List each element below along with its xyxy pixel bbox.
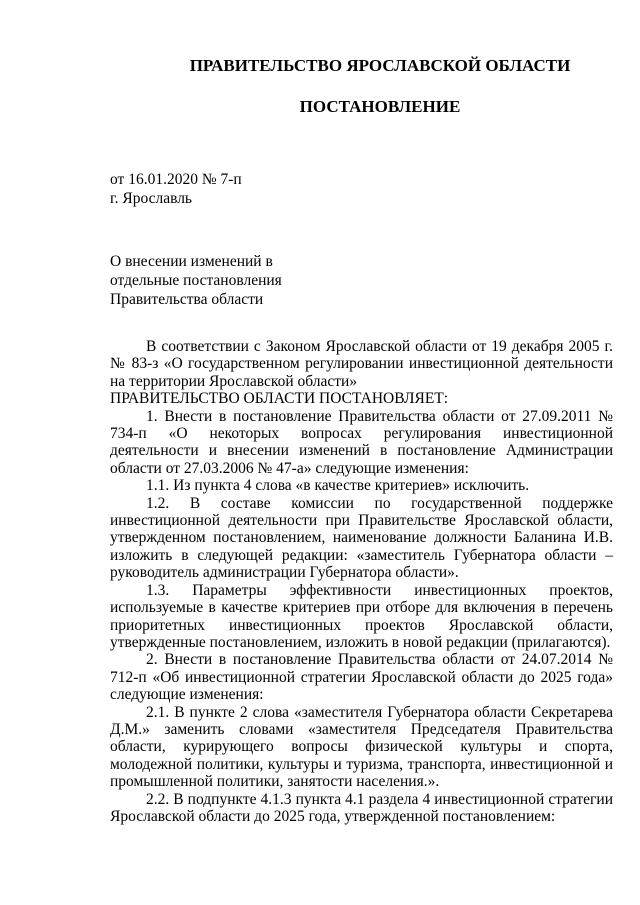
paragraph-1-3: 1.3. Параметры эффективности инвестиционных проектов, используемые в качестве критериев при отборе для включения в перечень приоритетных инвестиционных проектов Ярославской области, утвержденные постановлением, изложить в новой редакции (прилагаются). — [110, 581, 613, 651]
document-subject — [110, 252, 282, 309]
subject-line: отдельные постановления — [110, 272, 282, 289]
preamble-paragraph: В соответствии с Законом Ярославской области от 19 декабря 2005 г. № 83-з «О государственном регулировании инвестиционной деятельности на территории Ярославской области» — [110, 338, 613, 390]
paragraph-2-1: 2.1. В пункте 2 слова «заместителя Губернатора области Секретарева Д.М.» заменить словами «заместителя Председателя Правительства области, курирующего вопросы физической культуры и спорта, молодежной политики, культуры и туризма, транспорта, инвестиционной и промышленной политики, занятости населения.». — [110, 703, 613, 791]
city: г. Ярославль — [110, 190, 192, 207]
resolves-line: ПРАВИТЕЛЬСТВО ОБЛАСТИ ПОСТАНОВЛЯЕТ: — [110, 390, 449, 408]
paragraph-1: 1. Внести в постановление Правительства области от 27.09.2011 № 734-п «О некоторых вопросах регулирования инвестиционной деятельности и внесении изменений в постановление Администрации области от 27.03.2006 № 47-а» следующие изменения: — [110, 407, 613, 477]
government-title: ПРАВИТЕЛЬСТВО ЯРОСЛАВСКОЙ ОБЛАСТИ — [189, 56, 571, 75]
paragraph-2-2: 2.2. В подпункте 4.1.3 пункта 4.1 раздела 4 инвестиционной стратегии Ярославской области до 2025 года, утвержденной постановлением: — [110, 790, 613, 825]
document-body — [110, 338, 613, 825]
decree-title: ПОСТАНОВЛЕНИЕ — [299, 97, 461, 116]
document-meta — [110, 170, 242, 208]
subject-line: О внесении изменений в — [110, 253, 273, 270]
paragraph-1-2: 1.2. В составе комиссии по государственной поддержке инвестиционной деятельности при Правительстве Ярославской области, утвержденном постановлением, наименование должности Баланина И.В. изложить в следующей редакции: «заместитель Губернатора области – руководитель администрации Губернатора области». — [110, 494, 613, 582]
subject-line: Правительства области — [110, 291, 264, 308]
paragraph-1-1: 1.1. Из пункта 4 слова «в качестве критериев» исключить. — [146, 477, 530, 495]
date-number: от 16.01.2020 № 7-п — [110, 171, 242, 188]
paragraph-2: 2. Внести в постановление Правительства области от 24.07.2014 № 712-п «Об инвестиционной стратегии Ярославской области до 2025 года» следующие изменения: — [110, 651, 613, 704]
